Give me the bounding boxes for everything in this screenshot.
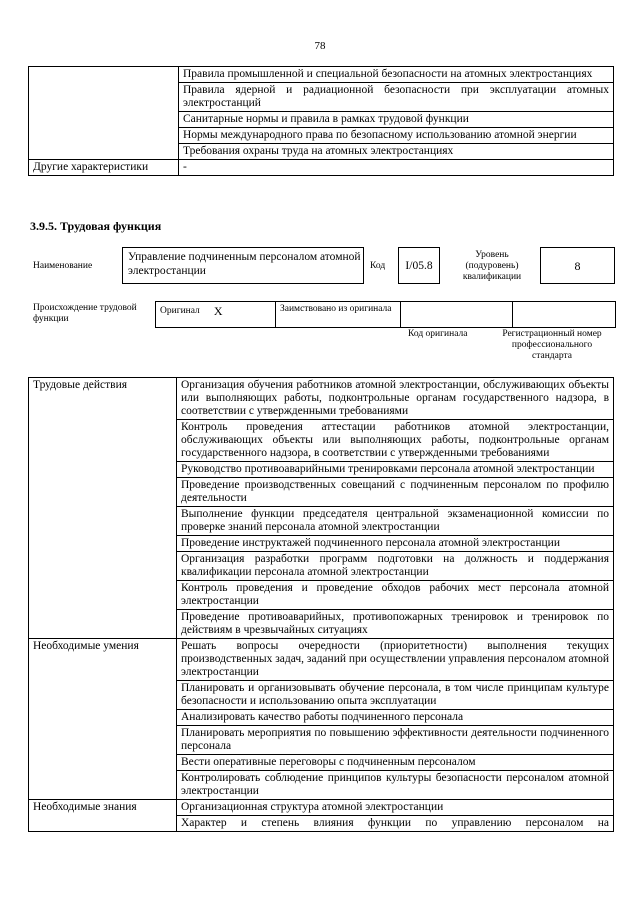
labor-action-item: Контроль проведения и проведение обходов рабочих мест персонала атомной электростанции	[177, 581, 614, 610]
borrowed-label: Заимствовано из оригинала	[276, 302, 401, 328]
requirement-item: Правила промышленной и специальной безопасности на атомных электростанциях	[179, 67, 614, 83]
labor-action-item: Контроль проведения аттестации работников атомной электростанции, обслуживающих объекты или выполняющих работы, подконтрольные органам государственного надзора, в соответствии с утвержденными требованиями	[177, 420, 614, 462]
knowledge-label: Необходимые знания	[29, 800, 177, 832]
skill-item: Решать вопросы очередности (приоритетности) выполнения текущих производственных задач, заданий при осуществлении управления персоналом атомной электростанции	[177, 639, 614, 681]
skill-item: Анализировать качество работы подчиненного персонала	[177, 710, 614, 726]
skill-item: Вести оперативные переговоры с подчиненным персоналом	[177, 755, 614, 771]
skill-item: Планировать мероприятия по повышению эффективности деятельности подчиненного персонала	[177, 726, 614, 755]
original-cell	[156, 302, 276, 328]
code-original-cell	[401, 302, 513, 328]
name-label: Наименование	[33, 261, 93, 271]
labor-action-item: Организация обучения работников атомной электростанции, обслуживающих объекты или выполняющих работы, подконтрольные органам государственного надзора, в соответствии с утвержденными требованиями	[177, 378, 614, 420]
original-mark: X	[213, 304, 223, 318]
code-label: Код	[370, 261, 386, 271]
skill-item: Контролировать соблюдение принципов культуры безопасности персоналом атомной электростанции	[177, 771, 614, 800]
skills-label: Необходимые умения	[29, 639, 177, 800]
labor-action-item: Проведение инструктажей подчиненного персонала атомной электростанции	[177, 536, 614, 552]
labor-action-item: Организация разработки программ подготовки на должность и поддержания квалификации персонала атомной электростанции	[177, 552, 614, 581]
origin-table	[155, 301, 616, 328]
qualification-level-value: 8	[540, 247, 615, 284]
origin-label: Происхождение трудовой функции	[33, 303, 137, 324]
page-number: 78	[314, 40, 326, 52]
function-code-value: I/05.8	[398, 247, 440, 284]
function-details-table	[28, 377, 614, 832]
reg-number-caption: Регистрационный номер профессионального стандарта	[502, 329, 602, 361]
requirement-item: Санитарные нормы и правила в рамках трудовой функции	[179, 112, 614, 128]
requirement-item: Требования охраны труда на атомных электростанциях	[179, 144, 614, 160]
level-label: Уровень (подуровень) квалификации	[462, 250, 522, 282]
knowledge-item: Характер и степень влияния функции по управлению персоналом на	[177, 816, 614, 832]
labor-action-item: Проведение противоаварийных, противопожарных тренировок и тренировок по действиям в чрезвычайных ситуациях	[177, 610, 614, 639]
labor-actions-label: Трудовые действия	[29, 378, 177, 639]
knowledge-item: Организационная структура атомной электростанции	[177, 800, 614, 816]
labor-action-item: Выполнение функции председателя центральной экзаменационной комиссии по проверке знаний персонала атомной электростанции	[177, 507, 614, 536]
other-characteristics-label: Другие характеристики	[29, 160, 179, 176]
section-heading: 3.9.5. Трудовая функция	[30, 219, 162, 233]
requirements-table	[28, 66, 614, 176]
requirement-item: Правила ядерной и радиационной безопасности при эксплуатации атомных электростанций	[179, 83, 614, 112]
code-original-caption: Код оригинала	[408, 329, 468, 339]
labor-action-item: Проведение производственных совещаний с подчиненным персоналом по профилю деятельности	[177, 478, 614, 507]
labor-action-item: Руководство противоаварийными тренировками персонала атомной электростанции	[177, 462, 614, 478]
other-characteristics-value: -	[179, 160, 614, 176]
skill-item: Планировать и организовывать обучение персонала, в том числе принципам культуре безопасности и использованию опыта эксплуатации	[177, 681, 614, 710]
function-name-value: Управление подчиненным персоналом атомной электростанции	[122, 247, 364, 284]
reg-number-cell	[513, 302, 616, 328]
empty-label-cell	[29, 67, 179, 160]
requirement-item: Нормы международного права по безопасному использованию атомной энергии	[179, 128, 614, 144]
original-label: Оригинал	[160, 306, 200, 316]
